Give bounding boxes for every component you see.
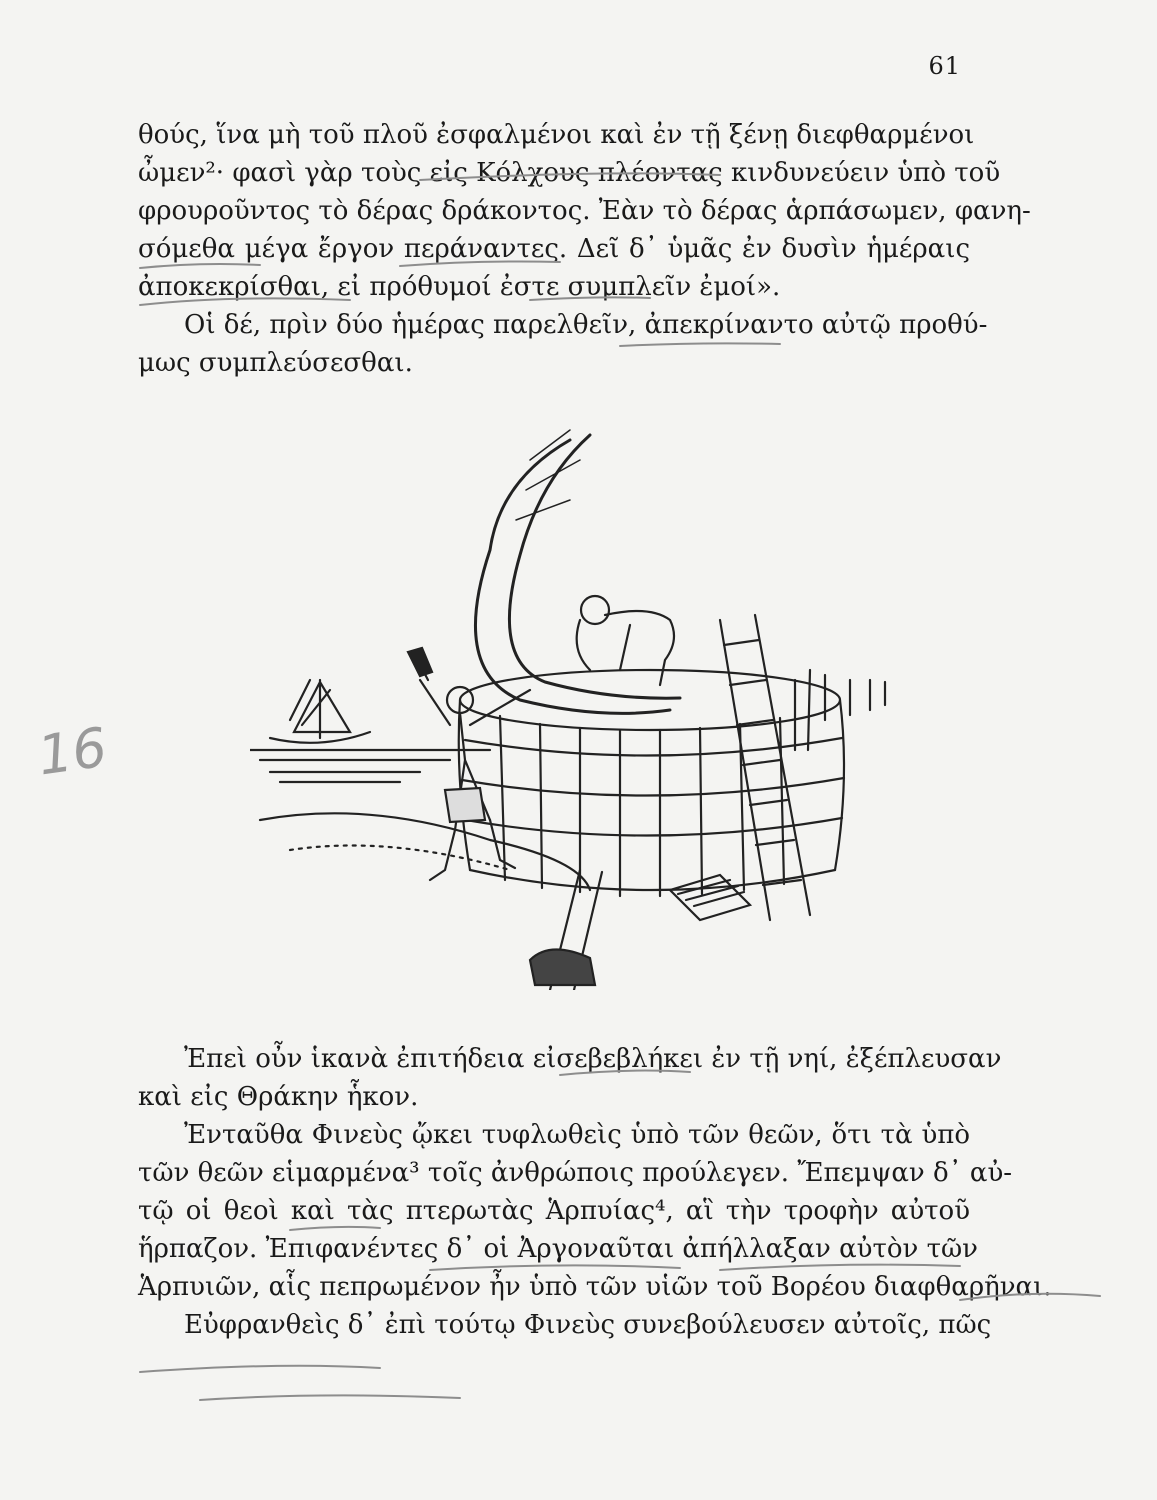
handwritten-margin-note: 16 <box>33 715 111 788</box>
text-line: θούς, ἵνα μὴ τοῦ πλοῦ ἐσφαλμένοι καὶ ἐν τῇ ξένῃ διεφθαρμένοι <box>138 120 975 150</box>
text-line: Ἁρπυιῶν, αἷς πεπρωμένον ἦν ὑπὸ τῶν υἱῶν τοῦ Βορέου διαφθαρῆναι. <box>138 1272 1052 1302</box>
sea-lines <box>250 750 490 782</box>
hammer <box>408 648 432 680</box>
ladder <box>720 615 810 920</box>
text-line: ἥρπαζον. Ἐπιφανέντες δ᾽ οἱ Ἀργοναῦται ἀπήλλαξαν αὐτὸν τῶν <box>138 1234 978 1264</box>
text-line: καὶ εἰς Θράκην ἧκον. <box>138 1082 419 1112</box>
text-line: Ἐπεὶ οὖν ἱκανὰ ἐπιτήδεια εἰσεβεβλήκει ἐν τῇ νηί, ἐξέπλευσαν <box>184 1044 1002 1074</box>
text-line: ὦμεν²· φασὶ γὰρ τοὺς εἰς Κόλχους πλέοντας κινδυνεύειν ὑπὸ τοῦ <box>138 158 1001 188</box>
text-line: τῶν θεῶν εἱμαρμένα³ τοῖς ἀνθρώποις προύλεγεν. Ἔπεμψαν δ᾽ αὐ- <box>138 1158 1013 1188</box>
worker-body <box>577 611 674 685</box>
hull-bottom <box>470 870 835 890</box>
text-line: τῷ οἱ θεοὶ καὶ τὰς πτερωτὰς Ἁρπυίας⁴, αἳ τὴν τροφὴν αὐτοῦ <box>138 1196 970 1226</box>
text-line: Ἐνταῦθα Φινεὺς ᾤκει τυφλωθεὶς ὑπὸ τῶν θεῶν, ὅτι τὰ ὑπὸ <box>184 1120 970 1150</box>
argo-ship-illustration <box>250 420 890 990</box>
text-line: Οἱ δέ, πρὶν δύο ἡμέρας παρελθεῖν, ἀπεκρίναντο αὐτῷ προθύ- <box>184 310 988 340</box>
ship-sail <box>294 680 350 738</box>
worker-head <box>581 596 609 624</box>
text-line: φρουροῦντος τὸ δέρας δράκοντος. Ἐὰν τὸ δέρας ἁρπάσωμεν, φανη- <box>138 196 1031 226</box>
text-line: Εὐφρανθεὶς δ᾽ ἐπὶ τούτῳ Φινεὺς συνεβούλευσεν αὐτοῖς, πῶς <box>184 1310 992 1340</box>
paragraph-bottom <box>138 1040 1052 1344</box>
text-line: σόμεθα μέγα ἔργον περάναντες. Δεῖ δ᾽ ὑμᾶς ἐν δυσὶν ἡμέραις <box>138 234 970 264</box>
paragraph-top <box>138 116 1031 382</box>
text-line: μως συμπλεύσεσθαι. <box>138 348 413 378</box>
page-number: 61 <box>928 52 961 80</box>
stone-block <box>670 875 750 920</box>
text-line: ἀποκεκρίσθαι, εἰ πρόθυμοί ἐστε συμπλεῖν ἐμοί». <box>138 272 781 302</box>
